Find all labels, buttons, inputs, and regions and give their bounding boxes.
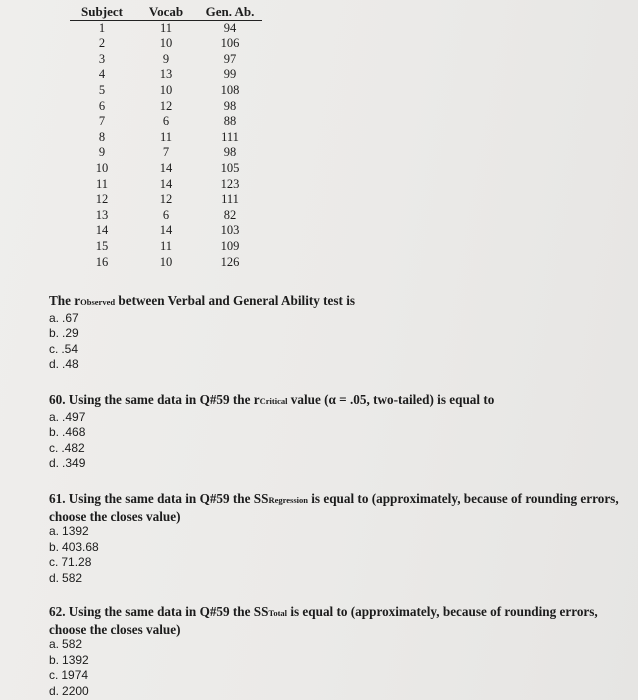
- cell-gen-ab: 111: [221, 192, 239, 207]
- cell-subject: 14: [95, 223, 109, 238]
- cell-subject: 7: [98, 114, 106, 129]
- question-62: [49, 604, 634, 699]
- table-row: [70, 255, 262, 271]
- table-row: [70, 208, 262, 224]
- option-text: .54: [61, 341, 79, 356]
- question-stem: 60. Using the same data in Q#59 the rCritical value (α = .05, two-tailed) is equal to: [49, 392, 495, 407]
- cell-subject: 16: [95, 254, 109, 269]
- option-label: b.: [49, 652, 60, 667]
- answer-option: [49, 571, 634, 587]
- option-text: 403.68: [62, 539, 99, 554]
- cell-subject: 15: [95, 238, 109, 253]
- question-stem: The rObserved between Verbal and General Ability test is: [49, 293, 356, 308]
- cell-subject: 2: [98, 36, 106, 51]
- cell-vocab: 6: [162, 207, 170, 222]
- answer-option: [49, 441, 634, 457]
- cell-gen-ab: 111: [221, 129, 239, 144]
- table-row: [70, 20, 262, 36]
- option-label: c.: [49, 555, 59, 570]
- cell-subject: 9: [98, 145, 106, 160]
- cell-subject: 8: [98, 129, 106, 144]
- cell-subject: 6: [98, 98, 106, 113]
- option-text: .497: [62, 409, 86, 424]
- cell-subject: 5: [98, 82, 106, 97]
- option-text: 2200: [62, 683, 89, 698]
- cell-gen-ab: 98: [223, 98, 237, 113]
- data-table: [70, 4, 262, 270]
- cell-subject: 11: [95, 176, 109, 191]
- cell-vocab: 11: [159, 20, 173, 35]
- option-text: .349: [62, 456, 86, 471]
- cell-gen-ab: 105: [220, 160, 240, 175]
- cell-gen-ab: 82: [223, 207, 237, 222]
- option-text: 1392: [62, 524, 89, 538]
- answer-option: [49, 357, 634, 373]
- cell-gen-ab: 103: [220, 223, 240, 238]
- cell-gen-ab: 109: [220, 238, 240, 253]
- table-row: [70, 130, 262, 146]
- option-label: d.: [49, 683, 60, 698]
- option-text: .482: [61, 440, 85, 455]
- table-row: [70, 52, 262, 68]
- option-label: a.: [49, 310, 60, 325]
- option-label: b.: [49, 539, 60, 554]
- answer-option: [49, 456, 634, 472]
- answer-option: [49, 540, 634, 556]
- option-label: d.: [49, 570, 60, 585]
- cell-gen-ab: 98: [223, 145, 237, 160]
- cell-gen-ab: 126: [220, 254, 240, 269]
- question-stem: 61. Using the same data in Q#59 the SSRegression is equal to (approximately, because of rounding errors, choose the closes value): [49, 491, 619, 524]
- question-59: [49, 293, 634, 373]
- cell-vocab: 14: [159, 176, 173, 191]
- cell-subject: 1: [98, 20, 106, 35]
- question-stem: 62. Using the same data in Q#59 the SSTotal is equal to (approximately, because of rounding errors, choose the closes value): [49, 604, 598, 637]
- option-label: b.: [49, 425, 60, 440]
- option-text: 71.28: [61, 555, 92, 570]
- cell-subject: 4: [98, 67, 106, 82]
- cell-gen-ab: 123: [220, 176, 240, 191]
- answer-option: [49, 410, 634, 426]
- table-row: [70, 161, 262, 177]
- cell-gen-ab: 108: [220, 82, 240, 97]
- table-row: [70, 114, 262, 130]
- answer-option: [49, 668, 634, 684]
- answer-option: [49, 524, 634, 540]
- option-label: c.: [49, 341, 59, 356]
- answer-option: [49, 684, 634, 700]
- table-body: [70, 20, 262, 270]
- option-text: 582: [62, 637, 83, 651]
- table-row: [70, 239, 262, 255]
- column-header-gen-ab: Gen. Ab.: [198, 4, 262, 20]
- cell-gen-ab: 97: [223, 51, 237, 66]
- answer-option: [49, 425, 634, 441]
- option-text: 1974: [61, 668, 89, 683]
- cell-gen-ab: 88: [223, 114, 237, 129]
- option-text: 582: [62, 570, 83, 585]
- cell-vocab: 12: [159, 98, 173, 113]
- question-60: [49, 392, 634, 472]
- option-text: .468: [62, 425, 86, 440]
- cell-subject: 12: [95, 192, 109, 207]
- cell-vocab: 9: [162, 51, 170, 66]
- answer-option: [49, 555, 634, 571]
- cell-vocab: 6: [162, 114, 170, 129]
- option-label: a.: [49, 637, 60, 651]
- question-61: [49, 491, 634, 586]
- cell-vocab: 10: [159, 82, 173, 97]
- table-header-row: [70, 4, 262, 20]
- option-label: c.: [49, 440, 59, 455]
- cell-vocab: 7: [162, 145, 170, 160]
- cell-subject: 3: [98, 51, 106, 66]
- cell-vocab: 10: [159, 36, 173, 51]
- cell-vocab: 10: [159, 254, 173, 269]
- cell-vocab: 11: [159, 238, 173, 253]
- option-text: .67: [62, 310, 79, 325]
- table-row: [70, 177, 262, 193]
- cell-gen-ab: 106: [220, 36, 240, 51]
- option-label: b.: [49, 326, 60, 341]
- cell-vocab: 11: [159, 129, 173, 144]
- answer-option: [49, 342, 634, 358]
- cell-vocab: 12: [159, 192, 173, 207]
- cell-subject: 10: [95, 160, 109, 175]
- answer-option: [49, 326, 634, 342]
- table-row: [70, 192, 262, 208]
- table-row: [70, 99, 262, 115]
- column-header-vocab: Vocab: [134, 4, 198, 20]
- option-text: .29: [62, 326, 79, 341]
- cell-gen-ab: 94: [223, 20, 237, 35]
- option-label: d.: [49, 357, 60, 372]
- answer-option: [49, 653, 634, 669]
- answer-option: [49, 637, 634, 653]
- table-row: [70, 83, 262, 99]
- answer-option: [49, 311, 634, 327]
- option-label: c.: [49, 668, 59, 683]
- cell-gen-ab: 99: [223, 67, 237, 82]
- table-row: [70, 36, 262, 52]
- table-row: [70, 145, 262, 161]
- cell-vocab: 14: [159, 160, 173, 175]
- option-label: d.: [49, 456, 60, 471]
- table-row: [70, 67, 262, 83]
- option-text: .48: [62, 357, 79, 372]
- option-label: a.: [49, 409, 60, 424]
- option-text: 1392: [62, 652, 89, 667]
- cell-vocab: 13: [159, 67, 173, 82]
- cell-vocab: 14: [159, 223, 173, 238]
- table-row: [70, 223, 262, 239]
- column-header-subject: Subject: [70, 4, 134, 20]
- option-label: a.: [49, 524, 60, 538]
- cell-subject: 13: [95, 207, 109, 222]
